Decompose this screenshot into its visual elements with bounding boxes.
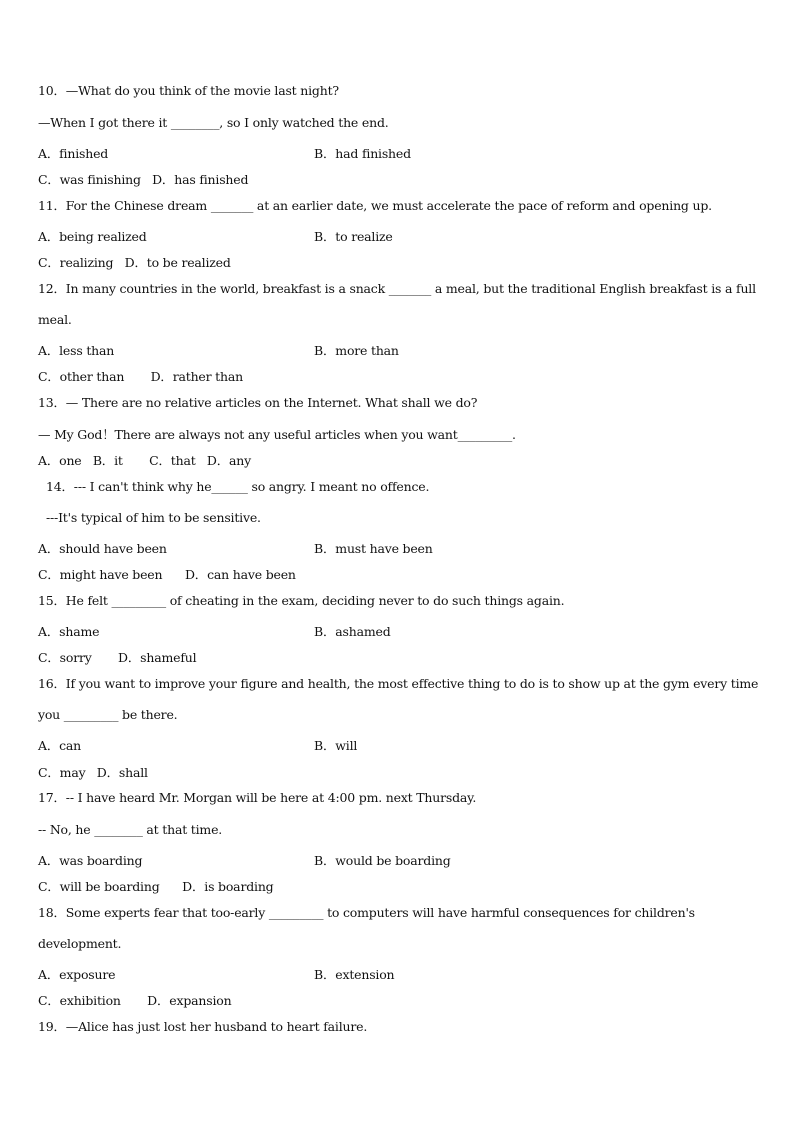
q16-option-a: A．can — [38, 738, 82, 753]
q19-stem-line-1: 19．—Alice has just lost her husband to heart failure. — [38, 1019, 368, 1034]
q12-stem-line-2: meal. — [38, 312, 72, 327]
q12-options-c-d: C．other than D．rather than — [38, 369, 243, 384]
q11-stem-line-1: 11．For the Chinese dream _______ at an earlier date, we must accelerate the pace of reform and opening up. — [38, 198, 712, 213]
q18-option-a: A．exposure — [38, 967, 116, 982]
q13-options: A．one B．it C．that D．any — [38, 453, 251, 468]
q17-option-b: B．would be boarding — [314, 853, 451, 868]
q18-stem-line-2: development. — [38, 936, 122, 951]
q17-stem-line-1: 17．-- I have heard Mr. Morgan will be here at 4:00 pm. next Thursday. — [38, 790, 477, 805]
q15-option-a: A．shame — [38, 624, 100, 639]
q15-options-c-d: C．sorry D．shameful — [38, 650, 197, 665]
q17-option-a: A．was boarding — [38, 853, 143, 868]
q12-option-a: A．less than — [38, 343, 115, 358]
q14-option-b: B．must have been — [314, 541, 433, 556]
q16-options-c-d: C．may D．shall — [38, 765, 148, 780]
q13-stem-line-1: 13．— There are no relative articles on the Internet. What shall we do? — [38, 395, 478, 410]
q16-stem-line-1: 16．If you want to improve your figure and health, the most effective thing to do is to show up at the gym every time — [38, 676, 759, 691]
q16-option-b: B．will — [314, 738, 358, 753]
q11-options-c-d: C．realizing D．to be realized — [38, 255, 231, 270]
q17-options-c-d: C．will be boarding D．is boarding — [38, 879, 274, 894]
q15-stem-line-1: 15．He felt _________ of cheating in the exam, deciding never to do such things again. — [38, 593, 565, 608]
q11-option-a: A．being realized — [38, 229, 147, 244]
q14-stem-line-2: ---It's typical of him to be sensitive. — [46, 510, 261, 525]
q10-option-b: B．had finished — [314, 146, 411, 161]
q14-option-a: A．should have been — [38, 541, 167, 556]
q10-stem-line-1: 10．—What do you think of the movie last night? — [38, 83, 339, 98]
q18-stem-line-1: 18．Some experts fear that too-early _________ to computers will have harmful consequences for children's — [38, 905, 695, 920]
q10-stem-line-2: —When I got there it ________, so I only watched the end. — [38, 115, 389, 130]
q14-options-c-d: C．might have been D．can have been — [38, 567, 296, 582]
q12-stem-line-1: 12．In many countries in the world, breakfast is a snack _______ a meal, but the traditional English breakfast is a full — [38, 281, 756, 296]
q16-stem-line-2: you _________ be there. — [38, 707, 178, 722]
q10-options-c-d: C．was finishing D．has finished — [38, 172, 249, 187]
q12-option-b: B．more than — [314, 343, 399, 358]
q15-option-b: B．ashamed — [314, 624, 391, 639]
q13-stem-line-2: — My God！There are always not any useful articles when you want_________. — [38, 427, 516, 442]
q17-stem-line-2: -- No, he ________ at that time. — [38, 822, 223, 837]
q14-stem-line-1: 14．--- I can't think why he______ so angry. I meant no offence. — [46, 479, 430, 494]
q10-option-a: A．finished — [38, 146, 109, 161]
q18-option-b: B．extension — [314, 967, 395, 982]
q18-options-c-d: C．exhibition D．expansion — [38, 993, 232, 1008]
q11-option-b: B．to realize — [314, 229, 393, 244]
